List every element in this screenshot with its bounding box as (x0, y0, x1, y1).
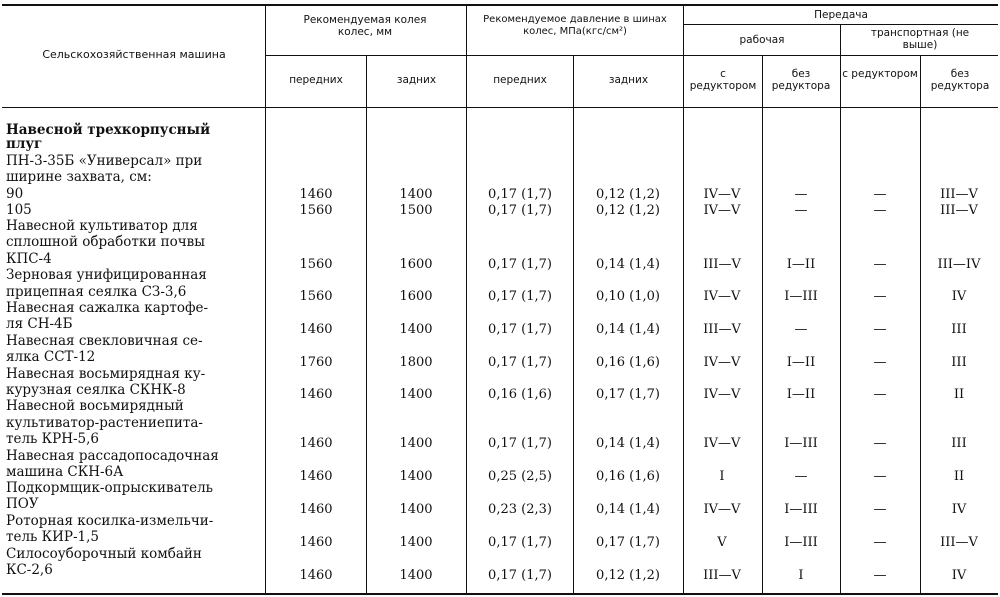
cell-transport-with-reducer: — (873, 502, 887, 517)
col-divider-name (265, 4, 266, 594)
cell-working-with-reducer: IV—V (703, 355, 741, 370)
cell-transport-with-reducer: — (873, 469, 887, 484)
cell-working-without-reducer: I—III (784, 436, 818, 451)
machine-name-line: КПС-4 (6, 251, 52, 267)
cell-working-with-reducer: IV—V (703, 387, 741, 402)
cell-track-front: 1460 (299, 535, 333, 550)
machine-name-line: 90 (6, 186, 24, 202)
cell-pressure-front: 0,17 (1,7) (488, 257, 552, 272)
machine-name-line: тель КИР-1,5 (6, 529, 100, 545)
cell-working-without-reducer: — (794, 469, 808, 484)
cell-working-with-reducer: IV—V (703, 187, 741, 202)
cell-working-without-reducer: — (794, 322, 808, 337)
cell-working-without-reducer: I—II (786, 257, 816, 272)
cell-working-without-reducer: I—III (784, 289, 818, 304)
machine-name-line: Силосоуборочный комбайн (6, 546, 202, 562)
header-gear: Передача (814, 9, 868, 21)
cell-track-front: 1460 (299, 187, 333, 202)
cell-pressure-rear: 0,12 (1,2) (596, 187, 660, 202)
cell-track-front: 1460 (299, 568, 333, 583)
cell-pressure-rear: 0,12 (1,2) (596, 203, 660, 218)
cell-pressure-rear: 0,14 (1,4) (596, 257, 660, 272)
cell-working-with-reducer: I (719, 469, 725, 484)
machine-name-line: тель КРН-5,6 (6, 431, 100, 447)
cell-transport-with-reducer: — (873, 257, 887, 272)
cell-working-without-reducer: I—II (786, 387, 816, 402)
cell-track-front: 1560 (299, 289, 333, 304)
machine-name-line: прицепная сеялка СЗ-3,6 (6, 284, 187, 300)
cell-pressure-front: 0,25 (2,5) (488, 469, 552, 484)
subheader-rule (265, 55, 998, 56)
cell-track-front: 1560 (299, 257, 333, 272)
machine-name-line: Роторная косилка-измельчи- (6, 513, 214, 529)
cell-transport-with-reducer: — (873, 289, 887, 304)
header-working: рабочая (739, 34, 785, 46)
cell-pressure-rear: 0,14 (1,4) (596, 322, 660, 337)
cell-track-rear: 1400 (399, 469, 433, 484)
cell-working-without-reducer: I—II (786, 355, 816, 370)
cell-transport-without-reducer: III—V (940, 187, 978, 202)
cell-pressure-front: 0,23 (2,3) (488, 502, 552, 517)
cell-transport-without-reducer: III (951, 355, 967, 370)
cell-working-with-reducer: V (717, 535, 727, 550)
cell-pressure-front: 0,17 (1,7) (488, 322, 552, 337)
cell-working-with-reducer: III—V (703, 322, 741, 337)
machine-name-line: курузная сеялка СКНК-8 (6, 382, 186, 398)
header-pressure-rear: задних (608, 74, 649, 86)
cell-transport-with-reducer: — (873, 187, 887, 202)
cell-track-front: 1460 (299, 387, 333, 402)
cell-transport-without-reducer: III—IV (937, 257, 981, 272)
cell-pressure-rear: 0,12 (1,2) (596, 568, 660, 583)
cell-track-rear: 1400 (399, 322, 433, 337)
cell-transport-with-reducer: — (873, 355, 887, 370)
cell-track-rear: 1400 (399, 502, 433, 517)
cell-working-with-reducer: III—V (703, 257, 741, 272)
cell-track-rear: 1400 (399, 568, 433, 583)
col-divider-pressure-mid (573, 55, 574, 594)
cell-transport-without-reducer: IV (951, 289, 967, 304)
cell-transport-with-reducer: — (873, 436, 887, 451)
machine-name-line: ширине захвата, см: (6, 169, 152, 185)
machine-name-line: плуг (6, 136, 43, 152)
machine-name-line: Навесной восьмирядный (6, 398, 184, 414)
cell-track-rear: 1500 (399, 203, 433, 218)
cell-track-rear: 1400 (399, 387, 433, 402)
cell-track-rear: 1600 (399, 289, 433, 304)
cell-transport-without-reducer: II (953, 387, 965, 402)
cell-transport-with-reducer: — (873, 322, 887, 337)
cell-pressure-front: 0,17 (1,7) (488, 568, 552, 583)
cell-transport-without-reducer: IV (951, 502, 967, 517)
cell-transport-with-reducer: — (873, 535, 887, 550)
machine-name-line: Подкормщик-опрыскиватель (6, 480, 214, 496)
cell-working-with-reducer: IV—V (703, 203, 741, 218)
header-track: Рекомендуемая колея колес, мм (303, 14, 427, 38)
table-bottom-rule (2, 593, 998, 595)
cell-track-front: 1760 (299, 355, 333, 370)
cell-track-front: 1460 (299, 436, 333, 451)
machine-name-line: ПН-3-35Б «Универсал» при (6, 153, 203, 169)
header-pressure: Рекомендуемое давление в шинах колес, МПа(кгс/см²) (483, 14, 667, 37)
cell-pressure-rear: 0,16 (1,6) (596, 469, 660, 484)
cell-transport-with-reducer: — (873, 387, 887, 402)
cell-working-without-reducer: I—III (784, 535, 818, 550)
cell-pressure-front: 0,17 (1,7) (488, 203, 552, 218)
cell-working-with-reducer: IV—V (703, 502, 741, 517)
machine-name-line: Навесная сажалка картофе- (6, 300, 209, 316)
cell-working-without-reducer: — (794, 187, 808, 202)
cell-working-with-reducer: IV—V (703, 436, 741, 451)
machine-name-line: 105 (6, 202, 32, 218)
cell-transport-without-reducer: IV (951, 568, 967, 583)
cell-transport-without-reducer: II (953, 469, 965, 484)
cell-pressure-front: 0,16 (1,6) (488, 387, 552, 402)
machine-name-line: культиватор-растениепита- (6, 415, 203, 431)
table-top-rule (2, 4, 998, 6)
cell-working-with-reducer: III—V (703, 568, 741, 583)
cell-pressure-front: 0,17 (1,7) (488, 535, 552, 550)
machine-name-line: сплошной обработки почвы (6, 234, 206, 250)
machine-name-line: ля СН-4Б (6, 316, 73, 332)
cell-pressure-rear: 0,14 (1,4) (596, 502, 660, 517)
cell-track-front: 1560 (299, 203, 333, 218)
machine-name-line: ПОУ (6, 496, 39, 512)
machine-name-line: Навесная восьмирядная ку- (6, 366, 206, 382)
machine-name-line: ялка ССТ-12 (6, 349, 96, 365)
col-divider-track-mid (366, 55, 367, 594)
machine-name-line: Зерновая унифицированная (6, 267, 207, 283)
cell-transport-with-reducer: — (873, 203, 887, 218)
machine-name-line: Навесной трехкорпусный (6, 122, 211, 138)
machine-name-line: машина СКН-6А (6, 464, 124, 480)
header-working-with-reducer: с редуктором (689, 68, 757, 92)
cell-pressure-rear: 0,10 (1,0) (596, 289, 660, 304)
cell-working-with-reducer: IV—V (703, 289, 741, 304)
header-bottom-rule (2, 107, 998, 108)
cell-track-front: 1460 (299, 502, 333, 517)
machine-name-line: КС-2,6 (6, 562, 53, 578)
cell-transport-without-reducer: III—V (940, 203, 978, 218)
cell-transport-without-reducer: III—V (940, 535, 978, 550)
cell-pressure-rear: 0,16 (1,6) (596, 355, 660, 370)
machine-name-line: Навесная рассадопосадочная (6, 448, 219, 464)
cell-transport-without-reducer: III (951, 436, 967, 451)
cell-transport-with-reducer: — (873, 568, 887, 583)
cell-working-without-reducer: I—III (784, 502, 818, 517)
header-machine: Сельскохозяйственная машина (42, 48, 226, 61)
cell-track-rear: 1600 (399, 257, 433, 272)
cell-pressure-front: 0,17 (1,7) (488, 436, 552, 451)
cell-track-rear: 1800 (399, 355, 433, 370)
cell-pressure-rear: 0,17 (1,7) (596, 387, 660, 402)
cell-pressure-front: 0,17 (1,7) (488, 355, 552, 370)
cell-track-rear: 1400 (399, 535, 433, 550)
cell-working-without-reducer: I (798, 568, 804, 583)
machine-name-line: Навесной культиватор для (6, 218, 198, 234)
machine-name-line: Навесная свекловичная се- (6, 333, 203, 349)
cell-transport-without-reducer: III (951, 322, 967, 337)
header-transport-with-reducer: с редуктором (842, 68, 918, 80)
header-transport: транспортная (не выше) (870, 27, 970, 51)
cell-pressure-front: 0,17 (1,7) (488, 289, 552, 304)
cell-pressure-rear: 0,17 (1,7) (596, 535, 660, 550)
cell-track-rear: 1400 (399, 187, 433, 202)
header-pressure-front: передних (493, 74, 547, 86)
cell-pressure-front: 0,17 (1,7) (488, 187, 552, 202)
header-transport-without-reducer: без редуктора (930, 68, 990, 92)
cell-working-without-reducer: — (794, 203, 808, 218)
cell-track-rear: 1400 (399, 436, 433, 451)
cell-track-front: 1460 (299, 469, 333, 484)
header-working-without-reducer: без редуктора (771, 68, 831, 92)
cell-pressure-rear: 0,14 (1,4) (596, 436, 660, 451)
header-track-front: передних (289, 74, 343, 86)
cell-track-front: 1460 (299, 322, 333, 337)
col-divider-track (466, 4, 467, 594)
header-track-rear: задних (396, 74, 437, 86)
